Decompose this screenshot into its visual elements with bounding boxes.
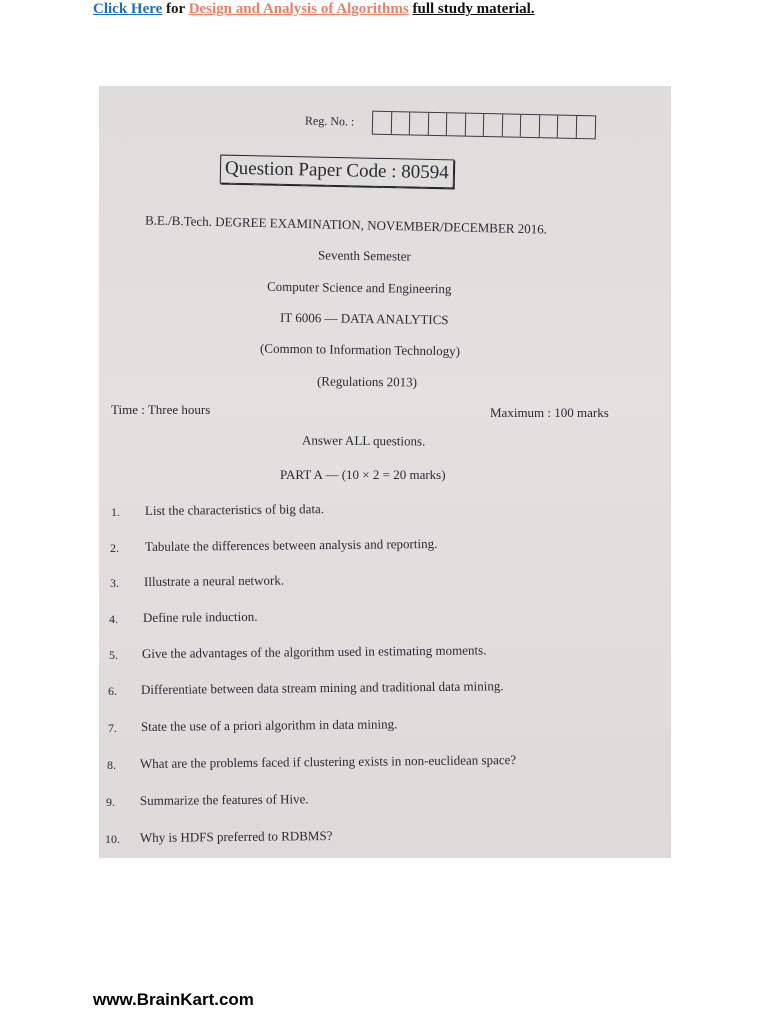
reg-no-box bbox=[391, 112, 410, 134]
question-paper-code: Question Paper Code : 80594 bbox=[220, 155, 454, 189]
reg-no-box bbox=[428, 113, 447, 135]
full-study-material-link[interactable]: full study material. bbox=[412, 1, 535, 17]
question-number: 6. bbox=[108, 684, 117, 698]
exam-time: Time : Three hours bbox=[111, 402, 211, 417]
reg-no-box bbox=[465, 114, 484, 136]
semester: Seventh Semester bbox=[317, 247, 411, 264]
reg-no-box bbox=[576, 116, 595, 138]
click-here-link[interactable]: Click Here bbox=[93, 1, 163, 17]
course-title: IT 6006 — DATA ANALYTICS bbox=[279, 309, 449, 328]
common-to: (Common to Information Technology) bbox=[259, 340, 461, 359]
subject-link[interactable]: Design and Analysis of Algorithms bbox=[188, 1, 409, 17]
question-text: Summarize the features of Hive. bbox=[139, 791, 309, 808]
promo-banner bbox=[93, 1, 535, 18]
question-number: 4. bbox=[109, 612, 118, 626]
question-number: 10. bbox=[105, 832, 120, 846]
question-number: 5. bbox=[109, 648, 118, 662]
maximum-marks: Maximum : 100 marks bbox=[490, 405, 609, 420]
question-text: Differentiate between data stream mining and traditional data mining. bbox=[140, 678, 504, 697]
question-text: List the characteristics of big data. bbox=[144, 501, 325, 518]
question-text: What are the problems faced if clustering exists in non-euclidean space? bbox=[139, 752, 517, 771]
regulations: (Regulations 2013) bbox=[316, 373, 418, 390]
instruction: Answer ALL questions. bbox=[301, 432, 426, 449]
question-text: Why is HDFS preferred to RDBMS? bbox=[139, 827, 333, 845]
question-number: 3. bbox=[110, 576, 119, 590]
question-number: 7. bbox=[108, 721, 117, 735]
part-a-heading: PART A — (10 × 2 = 20 marks) bbox=[280, 467, 446, 482]
department: Computer Science and Engineering bbox=[266, 278, 452, 297]
reg-no-boxes bbox=[372, 111, 596, 140]
question-number: 2. bbox=[110, 541, 119, 555]
reg-no-box bbox=[502, 114, 521, 136]
footer-site-url: www.BrainKart.com bbox=[93, 990, 254, 1009]
question-text: State the use of a priori algorithm in data mining. bbox=[140, 716, 398, 734]
reg-no-box bbox=[558, 116, 577, 138]
exam-title: B.E./B.Tech. DEGREE EXAMINATION, NOVEMBER/DECEMBER 2016. bbox=[144, 212, 548, 237]
reg-no-box bbox=[410, 112, 429, 134]
reg-no-box bbox=[373, 112, 392, 134]
reg-no-label: Reg. No. : bbox=[304, 113, 355, 129]
reg-no-box bbox=[484, 114, 503, 136]
question-text: Define rule induction. bbox=[142, 608, 258, 625]
question-paper-image bbox=[99, 86, 671, 858]
question-text: Illustrate a neural network. bbox=[143, 572, 285, 589]
reg-no-box bbox=[447, 113, 466, 135]
question-number: 1. bbox=[111, 505, 120, 519]
banner-for-text: for bbox=[166, 1, 185, 17]
reg-no-box bbox=[521, 115, 540, 137]
question-number: 9. bbox=[106, 795, 115, 809]
reg-no-box bbox=[539, 115, 558, 137]
question-number: 8. bbox=[107, 758, 116, 772]
question-text: Tabulate the differences between analysis and reporting. bbox=[144, 535, 438, 554]
question-text: Give the advantages of the algorithm used in estimating moments. bbox=[141, 642, 487, 661]
